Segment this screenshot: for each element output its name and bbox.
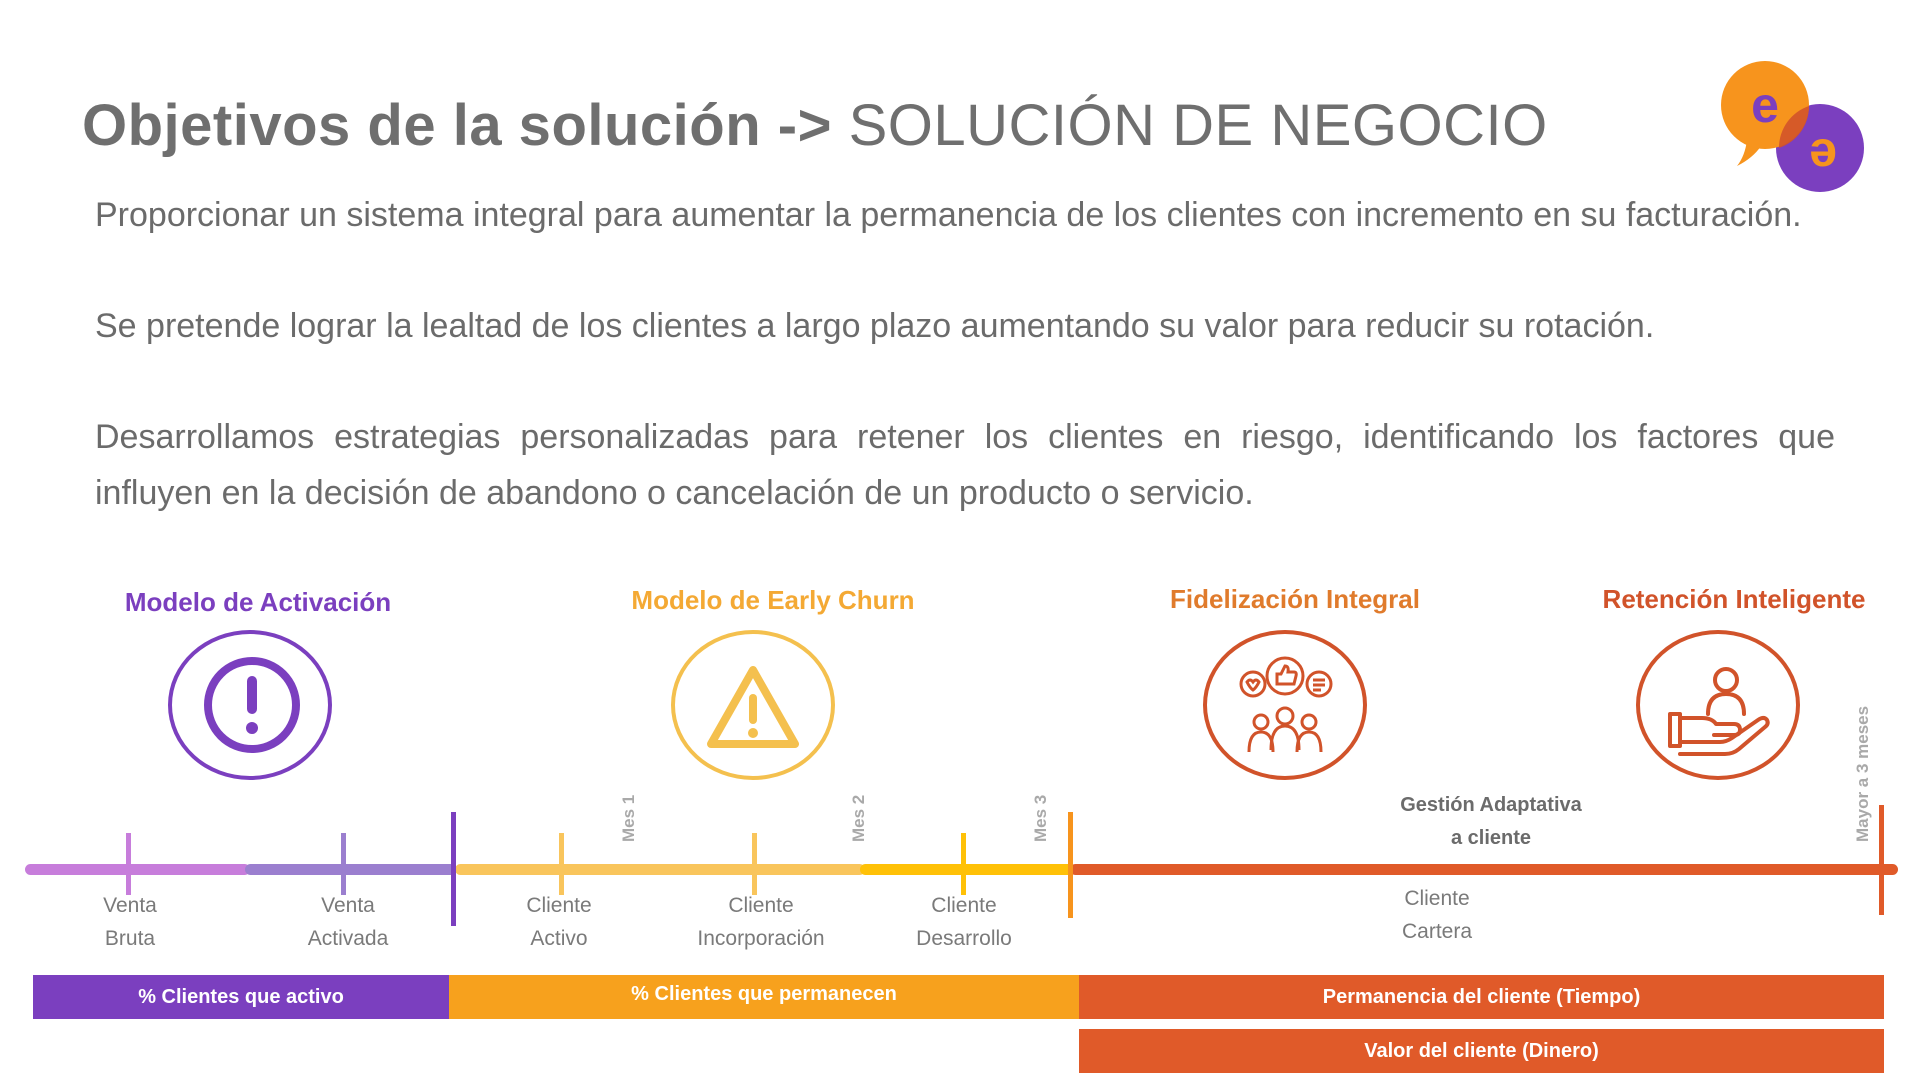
month-label-2: Mes 2 bbox=[849, 794, 868, 842]
stage-line-1: Cliente bbox=[526, 894, 592, 917]
logo-letter-1: e bbox=[1751, 77, 1779, 133]
stage-label-cliente-activo bbox=[526, 889, 591, 955]
page-title bbox=[82, 92, 1548, 159]
tick-divider-purple bbox=[451, 812, 456, 926]
stage-line-1: Venta bbox=[321, 894, 375, 917]
bar-valor-dinero bbox=[1079, 1029, 1884, 1073]
stage-line-1: Cliente bbox=[931, 894, 997, 917]
activacion-circle bbox=[168, 630, 332, 780]
hand-person-icon bbox=[1640, 634, 1796, 776]
tick-end bbox=[1879, 805, 1884, 915]
stage-label-cliente-cartera bbox=[1402, 882, 1472, 948]
logo-letter-2: ə bbox=[1809, 121, 1837, 177]
timeline-segment-mid-purple bbox=[245, 864, 457, 875]
gestion-adaptativa-label bbox=[1400, 789, 1582, 855]
month-label-4: Mayor a 3 meses bbox=[1853, 705, 1872, 842]
bar-label: Valor del cliente (Dinero) bbox=[1364, 1039, 1599, 1062]
stage-line-2: Activada bbox=[307, 927, 389, 950]
title-bold: Objetivos de la solución -> bbox=[82, 93, 832, 158]
bar-label: Permanencia del cliente (Tiempo) bbox=[1322, 985, 1641, 1008]
timeline-segment-red-orange bbox=[1070, 864, 1898, 875]
stage-line-2: Incorporación bbox=[697, 927, 825, 950]
stage-line-1: Venta bbox=[103, 894, 157, 917]
bar-label: % Clientes que activo bbox=[138, 985, 344, 1008]
gestion-line-2: a cliente bbox=[1450, 827, 1532, 849]
model-title-retencion: Retención Inteligente bbox=[1602, 584, 1866, 614]
stage-line-2: Bruta bbox=[104, 927, 156, 950]
title-light: SOLUCIÓN DE NEGOCIO bbox=[848, 93, 1548, 158]
paragraph-2: Se pretende lograr la lealtad de los clientes a largo plazo aumentando su valor para reducir su rotación. bbox=[95, 307, 1655, 345]
stage-label-cliente-incorporacion bbox=[697, 889, 824, 955]
retencion-circle bbox=[1636, 630, 1800, 780]
timeline-segment-yellow bbox=[455, 864, 865, 875]
month-label-1: Mes 1 bbox=[619, 794, 638, 842]
tick-cliente-desarrollo bbox=[961, 833, 966, 895]
fidelizacion-circle bbox=[1203, 630, 1367, 780]
stage-line-2: Cartera bbox=[1401, 920, 1473, 943]
bar-clientes-permanecen bbox=[449, 975, 1079, 1019]
social-community-icon bbox=[1207, 634, 1363, 776]
stage-line-2: Desarrollo bbox=[916, 927, 1012, 950]
stage-line-1: Cliente bbox=[1404, 887, 1470, 910]
bar-permanencia-tiempo bbox=[1079, 975, 1884, 1019]
timeline-segment-gold bbox=[860, 864, 1075, 875]
bar-label: % Clientes que permanecen bbox=[631, 983, 897, 1005]
warning-triangle-icon bbox=[675, 634, 831, 776]
tick-divider-orange bbox=[1068, 812, 1073, 918]
gestion-line-1: Gestión Adaptativa bbox=[1400, 794, 1582, 816]
model-title-fidelizacion: Fidelización Integral bbox=[1170, 584, 1420, 614]
tick-cliente-activo bbox=[559, 833, 564, 895]
tick-venta-activada bbox=[341, 833, 346, 895]
stage-line-1: Cliente bbox=[728, 894, 794, 917]
model-title-early-churn: Modelo de Early Churn bbox=[631, 585, 915, 615]
stage-label-cliente-desarrollo bbox=[916, 889, 1012, 955]
paragraph-3: Desarrollamos estrategias personalizadas para retener los clientes en riesgo, identificando los factores que influyen en la decisión de abandono o cancelación de un producto o servicio. bbox=[95, 418, 1835, 512]
paragraph-1: Proporcionar un sistema integral para aumentar la permanencia de los clientes con incremento en su facturación. bbox=[95, 196, 1802, 234]
model-title-activacion: Modelo de Activación bbox=[124, 587, 392, 617]
stage-line-2: Activo bbox=[530, 927, 588, 950]
early-churn-circle bbox=[671, 630, 835, 780]
stage-label-venta-activada bbox=[308, 889, 389, 955]
month-label-3: Mes 3 bbox=[1031, 794, 1050, 842]
tick-cliente-incorporacion bbox=[752, 833, 757, 895]
stage-label-venta-bruta bbox=[103, 889, 157, 955]
brand-logo bbox=[1715, 60, 1875, 205]
tick-venta-bruta bbox=[126, 833, 131, 895]
bar-clientes-activo bbox=[33, 975, 449, 1019]
exclamation-icon bbox=[172, 634, 328, 776]
timeline-segment-light-purple bbox=[25, 864, 250, 875]
